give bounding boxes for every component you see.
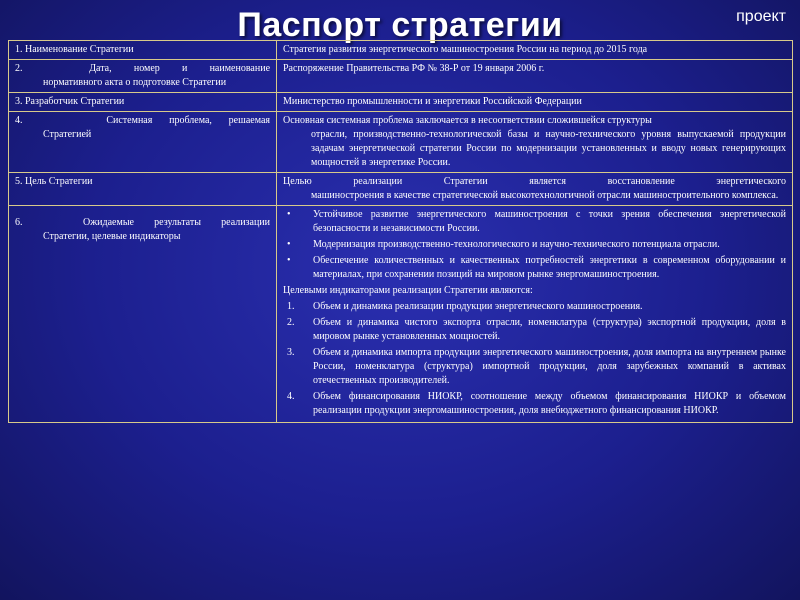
list-item: • Модернизация производственно-технологического и научно-технического потенциала отрасли.: [287, 239, 720, 250]
row-value-cell: [277, 60, 793, 93]
row-label: Цель Стратегии: [25, 176, 93, 187]
bullet-marker: •: [287, 209, 291, 220]
row-label-cell: [9, 206, 277, 423]
list-item: • Обеспечение количественных и качественных потребностей энергетики в современном оборудовании и материалах, при сохранении позиций на мировом рынке энергомашиностроения.: [287, 255, 786, 280]
row-label-cell: [9, 60, 277, 93]
row-label: Ожидаемые результаты реализации: [83, 217, 270, 228]
row-label-first-line: [15, 216, 270, 230]
page-title: Паспорт стратегии: [237, 6, 563, 44]
list-item: 4. Объем финансирования НИОКР, соотношение между объемом финансирования НИОКР и объемом реализации продукции энергомашиностроения, доля внебюджетного финансирования НИОКР.: [287, 391, 786, 416]
table-row: [9, 41, 793, 60]
row-label-cell: [9, 112, 277, 173]
list-item: 3. Объем и динамика импорта продукции энергетического машиностроения, доля импорта на внутреннем рынке России, номенклатура (структура) импортной продукции, доля зарубежных компаний в активах отечественных производителей.: [287, 347, 786, 386]
indicators-list: [283, 300, 786, 418]
row-value-cell: [277, 93, 793, 112]
row-label-first-line: [15, 62, 270, 76]
row-label-cell: [9, 173, 277, 206]
row-number: 2.: [15, 63, 23, 74]
row-value: Стратегия развития энергетического машиностроения России на период до 2015 года: [283, 44, 648, 55]
table-row: [9, 112, 793, 173]
row-number: 3.: [15, 96, 23, 107]
row-label-cell: [9, 41, 277, 60]
row-value: Распоряжение Правительства РФ № 38-Р от 19 января 2006 г.: [283, 63, 545, 74]
row-label: Разработчик Стратегии: [25, 96, 125, 107]
table-row: [9, 60, 793, 93]
item-number: 4.: [287, 391, 295, 402]
row-value-cell: [277, 173, 793, 206]
row-number: 1.: [15, 44, 23, 55]
list-item: • Устойчивое развитие энергетического машиностроения с точки зрения обеспечения энергетической безопасности и независимости России.: [287, 209, 786, 234]
row-value-cell: [277, 112, 793, 173]
row-label-rest: Стратегией: [43, 129, 92, 140]
row-label: Системная проблема, решаемая: [106, 115, 270, 126]
row-label-cell: [9, 93, 277, 112]
item-number: 3.: [287, 347, 295, 358]
row-value-cell: [277, 41, 793, 60]
row-label: Наименование Стратегии: [25, 44, 134, 55]
item-number: 2.: [287, 317, 295, 328]
table-row: [9, 206, 793, 423]
row-label-first-line: [15, 114, 270, 128]
list-item: 2. Объем и динамика чистого экспорта отрасли, номенклатура (структура) экспортной продукции, доля в мировом рынке установленных мощностей.: [287, 317, 786, 342]
row-number: 4.: [15, 115, 23, 126]
list-item: 1. Объем и динамика реализации продукции энергетического машиностроения.: [287, 301, 643, 312]
row-value-rest: отрасли, производственно-технологической базы и научно-технического уровня выпускаемой продукции задачам энергетической стратегии России по модернизации установленных и вводу новых генерирующих мощностей в энергетике России.: [311, 129, 786, 168]
row-value-rest: машиностроения в качестве стратегической высокотехнологичной отрасли машиностроительного комплекса.: [311, 190, 779, 201]
strategy-passport-table: [8, 40, 793, 423]
row-number: 6.: [15, 217, 23, 228]
bullet-marker: •: [287, 255, 291, 266]
table-row: [9, 173, 793, 206]
table-row: [9, 93, 793, 112]
indicators-intro: Целевыми индикаторами реализации Стратегии являются:: [283, 285, 533, 296]
row-number: 5.: [15, 176, 23, 187]
item-number: 1.: [287, 301, 295, 312]
expected-results-list: [283, 208, 786, 282]
row-label: Дата, номер и наименование: [89, 63, 271, 74]
row-value: Министерство промышленности и энергетики Российской Федерации: [283, 96, 582, 107]
bullet-marker: •: [287, 239, 291, 250]
row-label-rest: Стратегии, целевые индикаторы: [43, 231, 181, 242]
row-label-rest: нормативного акта о подготовке Стратегии: [43, 77, 227, 88]
row-value-first-line: Основная системная проблема заключается в несоответствии сложившейся структуры: [283, 115, 652, 126]
draft-badge: проект: [736, 8, 786, 25]
row-value-cell: [277, 206, 793, 423]
row-value-first-line: Целью реализации Стратегии является восстановление энергетического: [283, 176, 786, 187]
